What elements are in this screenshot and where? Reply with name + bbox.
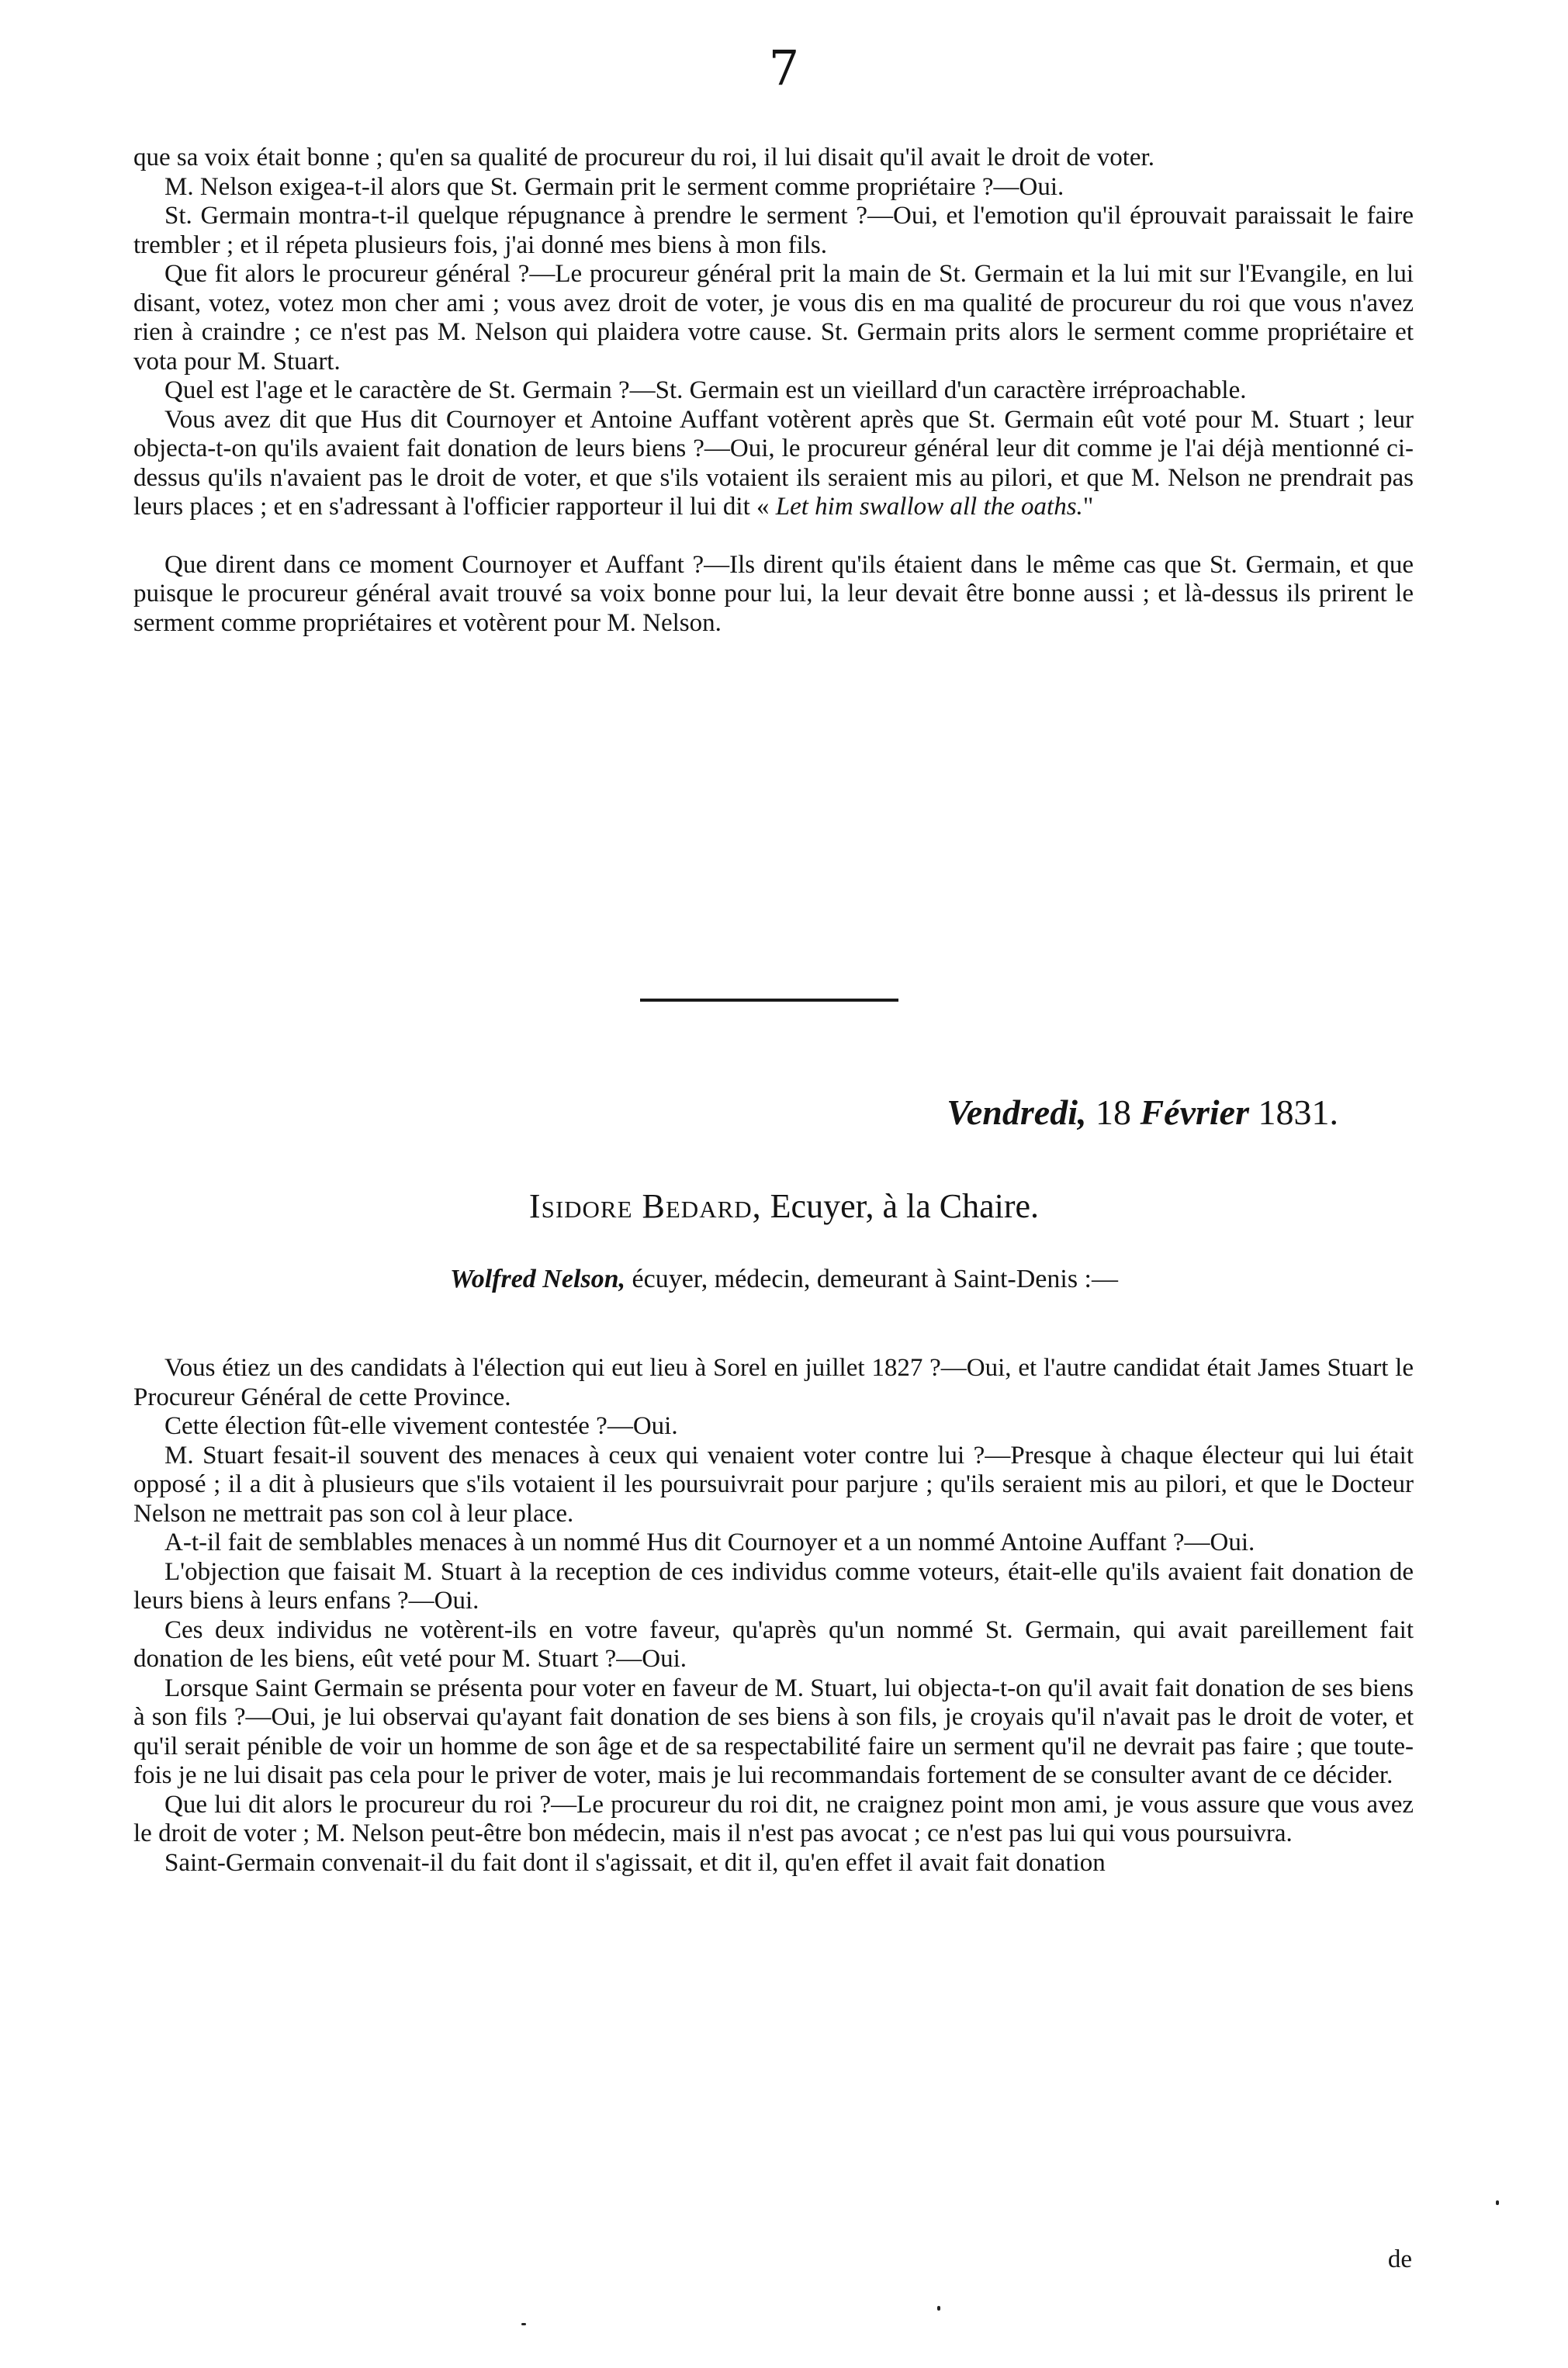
chair-heading: [0, 1186, 1568, 1227]
paragraph-text: Vous avez dit que Hus dit Cournoyer et Antoine Auffant votèrent après que St. Germain eût voté pour M. Stuart ; leur objecta-t-on qu'ils avaient fait donation de leurs biens ?—Oui, le procureur général leur dit comme je l'ai déjà mentionné ci-dessus qu'ils n'avaient pas le droit de voter, et que s'ils votaient ils seraient mis au pilori, et que M. Nelson ne prendrait pas leurs places ; et en s'adressant à l'officier rapporteur il lui dit: [133, 405, 1414, 521]
paragraph: Ces deux individus ne votèrent-ils en votre faveur, qu'après qu'un nommé St. Germain, qui avait pareillement fait donation de les biens, eût veté pour M. Stuart ?—Oui.: [133, 1615, 1414, 1673]
paragraph: Que fit alors le procureur général ?—Le procureur général prit la main de St. Germain et la lui mit sur l'Evangile, en lui disant, votez, votez mon cher ami ; vous avez droit de voter, je vous dis en ma qualité de procureur du roi que vous n'avez rien à craindre ; ce n'est pas M. Nelson qui plaidera votre cause. St. Germain prits alors le serment comme propriétaire et vota pour M. Stuart.: [133, 260, 1414, 376]
page-number: 7: [768, 40, 800, 96]
witness-heading: [0, 1263, 1568, 1296]
paragraph: L'objection que faisait M. Stuart à la reception de ces individus comme voteurs, était-elle qu'ils avaient fait donation de leurs biens à leurs enfans ?—Oui.: [133, 1557, 1414, 1615]
paragraph: A-t-il fait de semblables menaces à un nommé Hus dit Cournoyer et a un nommé Antoine Auffant ?—Oui.: [164, 1528, 1255, 1556]
paragraph: que sa voix était bonne ; qu'en sa qualité de procureur du roi, il lui disait qu'il avait le droit de voter.: [133, 144, 1154, 171]
paragraph: Lorsque Saint Germain se présenta pour voter en faveur de M. Stuart, lui objecta-t-on qu'il avait fait donation de ses biens à son fils ?—Oui, je lui observai qu'ayant fait donation de ses biens à son fils, je croyais qu'il n'avait pas le droit de voter, et qu'il serait pénible de voir un homme de son âge et de sa respectabilité faire un serment qu'il ne devrait pas faire ; que toute-fois je ne lui disait pas cela pour le priver de voter, mais je lui recommandais fortement de se consulter avant de ce décider.: [133, 1674, 1414, 1789]
date-month: Février: [1140, 1092, 1249, 1132]
paragraph: Que lui dit alors le procureur du roi ?—Le procureur du roi dit, ne craignez point mon ami, je vous assure que vous avez le droit de voter ; M. Nelson peut-être bon médecin, mais il n'est pas avocat ; ce n'est pas lui qui vous poursuivra.: [133, 1790, 1414, 1847]
paragraph: M. Nelson exigea-t-il alors que St. Germain prit le serment comme propriétaire ?—Oui.: [164, 172, 1064, 201]
session-date: [908, 1091, 1338, 1134]
paragraph: Quel est l'age et le caractère de St. Germain ?—St. Germain est un vieillard d'un caractère irréproachable.: [164, 376, 1247, 404]
date-year: 1831.: [1258, 1092, 1338, 1132]
paragraph: Que dirent dans ce moment Cournoyer et Auffant ?—Ils dirent qu'ils étaient dans le même cas que St. Germain, et que puisque le procureur général avait trouvé sa voix bonne pour lui, la leur devait être bonne aussi ; et là-dessus ils prirent le serment comme propriétaires et votèrent pour M. Nelson.: [133, 550, 1414, 637]
paragraph: M. Stuart fesait-il souvent des menaces à ceux qui venaient voter contre lui ?—Presque à chaque électeur qui lui était opposé ; il a dit à plusieurs que s'ils votaient il les poursuivrait pour parjure ; qu'ils seraient mis au pilori, et que le Docteur Nelson ne mettrait pas son col à leur place.: [133, 1441, 1414, 1528]
paragraph: St. Germain montra-t-il quelque répugnance à prendre le serment ?—Oui, et l'emotion qu'il éprouvait paraissait le faire trembler ; et il répeta plusieurs fois, j'ai donné mes biens à mon fils.: [133, 202, 1414, 259]
catchword: de: [1387, 2245, 1412, 2273]
print-speck: [937, 2306, 940, 2311]
testimony-bottom-block: [133, 1354, 1414, 1878]
paragraph: Cette élection fût-elle vivement contestée ?—Oui.: [164, 1412, 678, 1440]
english-quote: Let him swallow all the oaths.: [775, 493, 1083, 521]
testimony-top-block: [133, 144, 1414, 638]
witness-description: écuyer, médecin, demeurant à Saint-Denis :—: [632, 1265, 1118, 1293]
paragraph: Vous étiez un des candidats à l'élection qui eut lieu à Sorel en juillet 1827 ?—Oui, et l'autre candidat était James Stuart le Procureur Général de cette Province.: [133, 1354, 1414, 1411]
chair-name: Isidore Bedard,: [528, 1187, 762, 1225]
chair-title: Ecuyer, à la Chaire.: [770, 1187, 1040, 1225]
witness-name: Wolfred Nelson,: [450, 1265, 626, 1293]
date-day: Vendredi,: [947, 1092, 1087, 1132]
paragraph: Vous avez dit que Hus dit Cournoyer et Antoine Auffant votèrent après que St. Germain eût voté pour M. Stuart ; leur objecta-t-on qu'ils avaient fait donation de leurs biens ?—Oui, le procureur général leur dit comme je l'ai déjà mentionné ci-dessus qu'ils n'avaient pas le droit de voter, et que s'ils votaient ils seraient mis au pilori, et que M. Nelson ne prendrait pas leurs places ; et en s'adressant à l'officier rapporteur il lui dit « Let him swallow all the oaths.": [133, 405, 1414, 521]
section-separator: [640, 999, 898, 1002]
paragraph: Saint-Germain convenait-il du fait dont il s'agissait, et dit il, qu'en effet il avait fait donation: [164, 1848, 1106, 1877]
print-speck: [521, 2323, 526, 2325]
print-speck: [1496, 2200, 1499, 2205]
date-number: 18: [1095, 1092, 1131, 1132]
